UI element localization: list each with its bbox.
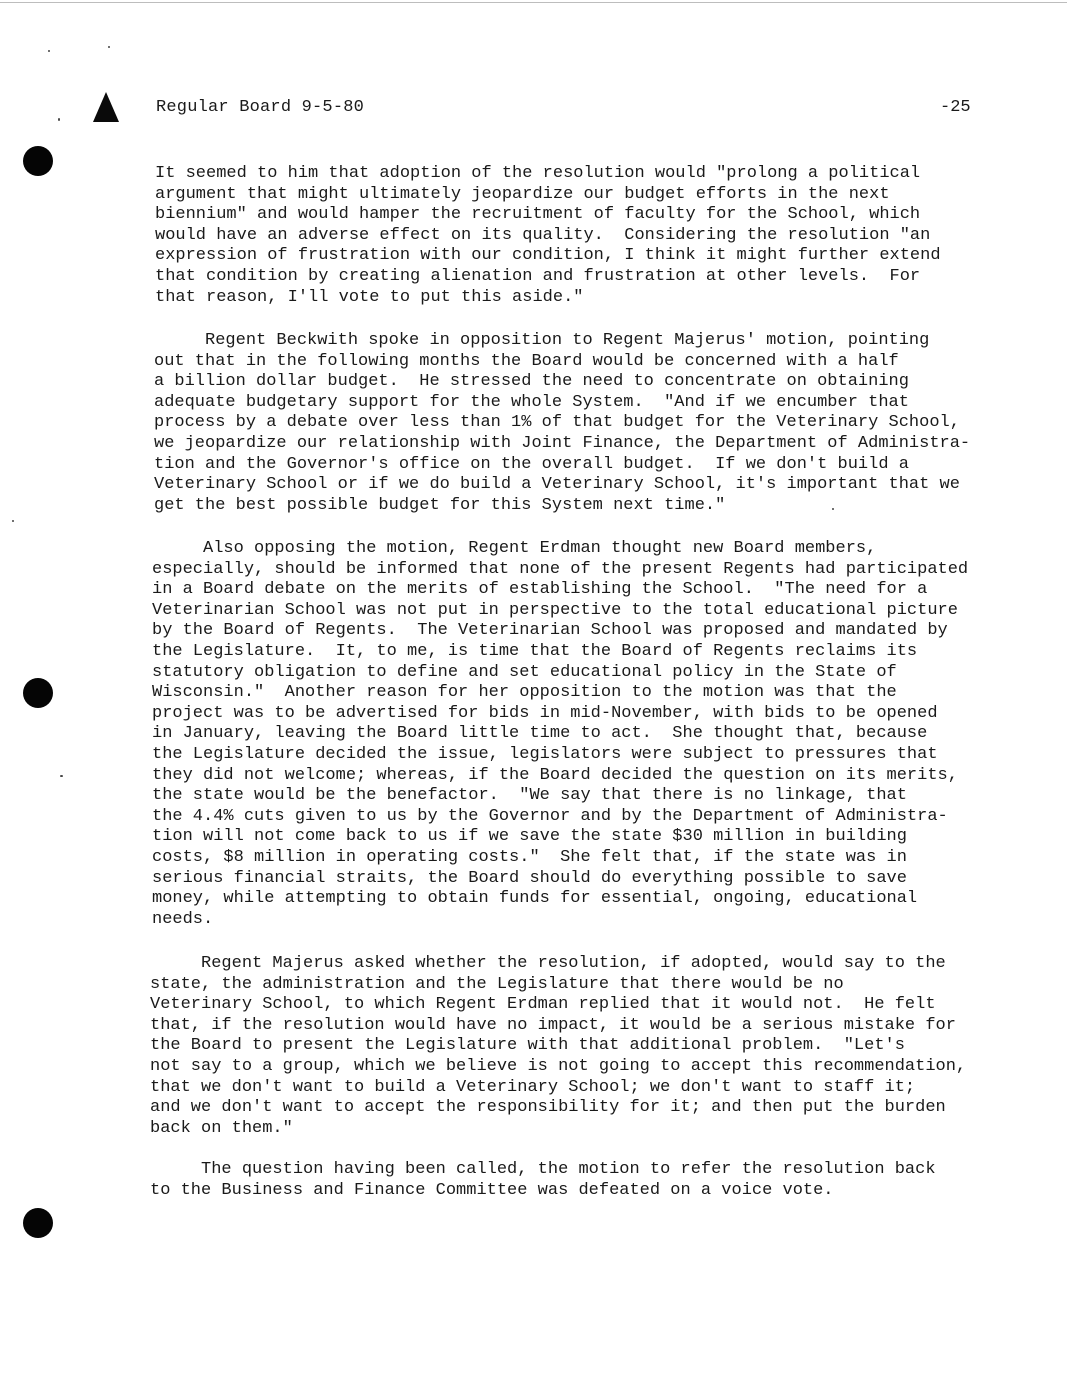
paragraph-2: Regent Beckwith spoke in opposition to Regent Majerus' motion, pointing out that in the following months the Board would be concerned with a half a billion dollar budget. He stressed the need to concentrate on obtaining adequate budgetary support for the whole System. "And if we encumber that process by a debate over less than 1% of that budget for the Veterinary School, we jeopardize our relationship with Joint Finance, the Department of Administra- tion and the Governor's office on the overall budget. If we don't build a Veterinary School or if we do build a Veterinary School, it's important that we get the best possible budget for this System next time." — [154, 331, 971, 515]
scan-speck — [60, 775, 63, 777]
header-title: Regular Board 9-5-80 — [156, 98, 365, 117]
punch-hole-middle — [23, 678, 53, 708]
scan-speck — [12, 520, 14, 522]
paragraph-4: Regent Majerus asked whether the resolution, if adopted, would say to the state, the administration and the Legislature that there would be no Veterinary School, to which Regent Erdman replied that it would not. He felt that, if the resolution would have no impact, it would be a serious mistake for the Board to present the Legislature with that additional problem. "Let's not say to a group, which we believe is not going to accept this recommendation, that we don't want to build a Veterinary School; we don't want to staff it; and we don't want to accept the responsibility for it; and then put the burden back on them." — [150, 954, 967, 1138]
arrow-mark-icon — [93, 92, 119, 122]
punch-hole-bottom — [23, 1208, 53, 1238]
paragraph-5: The question having been called, the motion to refer the resolution back to the Business and Finance Committee was defeated on a voice vote. — [150, 1160, 936, 1200]
scan-speck — [58, 118, 60, 121]
page-number: -25 — [940, 98, 971, 117]
scan-speck — [108, 46, 110, 48]
punch-hole-top — [23, 146, 53, 176]
scan-speck — [48, 50, 50, 52]
scan-edge-line — [0, 2, 1067, 3]
paragraph-1: It seemed to him that adoption of the resolution would "prolong a political argument that might ultimately jeopardize our budget efforts in the next biennium" and would hamper the recruitment of faculty for the School, which would have an adverse effect on its quality. Considering the resolution "an expression of frustration with our condition, I think it might further extend that condition by creating alienation and frustration at other levels. For that reason, I'll vote to put this aside." — [155, 164, 941, 307]
paragraph-3: Also opposing the motion, Regent Erdman thought new Board members, especially, should be informed that none of the present Regents had participated in a Board debate on the merits of establishing the School. "The need for a Veterinarian School was not put in perspective to the total educational picture by the Board of Regents. The Veterinarian School was proposed and mandated by the Legislature. It, to me, is time that the Board of Regents reclaims its statutory obligation to define and set educational policy in the State of Wisconsin." Another reason for her opposition to the motion was that the project was to be advertised for bids in mid-November, with bids to be opened in January, leaving the Board little time to act. She thought that, because the Legislature decided the issue, legislators were subject to pressures that they did not welcome; whereas, if the Board decided the question on its merits, the state would be the benefactor. "We say that there is no linkage, that the 4.4% cuts given to us by the Governor and by the Department of Administra- tion will not come back to us if we save the state $30 million in building costs, $8 million in operating costs." She felt that, if the state was in serious financial straits, the Board should do everything possible to save money, while attempting to obtain funds for essential, ongoing, educational needs. — [152, 539, 969, 929]
